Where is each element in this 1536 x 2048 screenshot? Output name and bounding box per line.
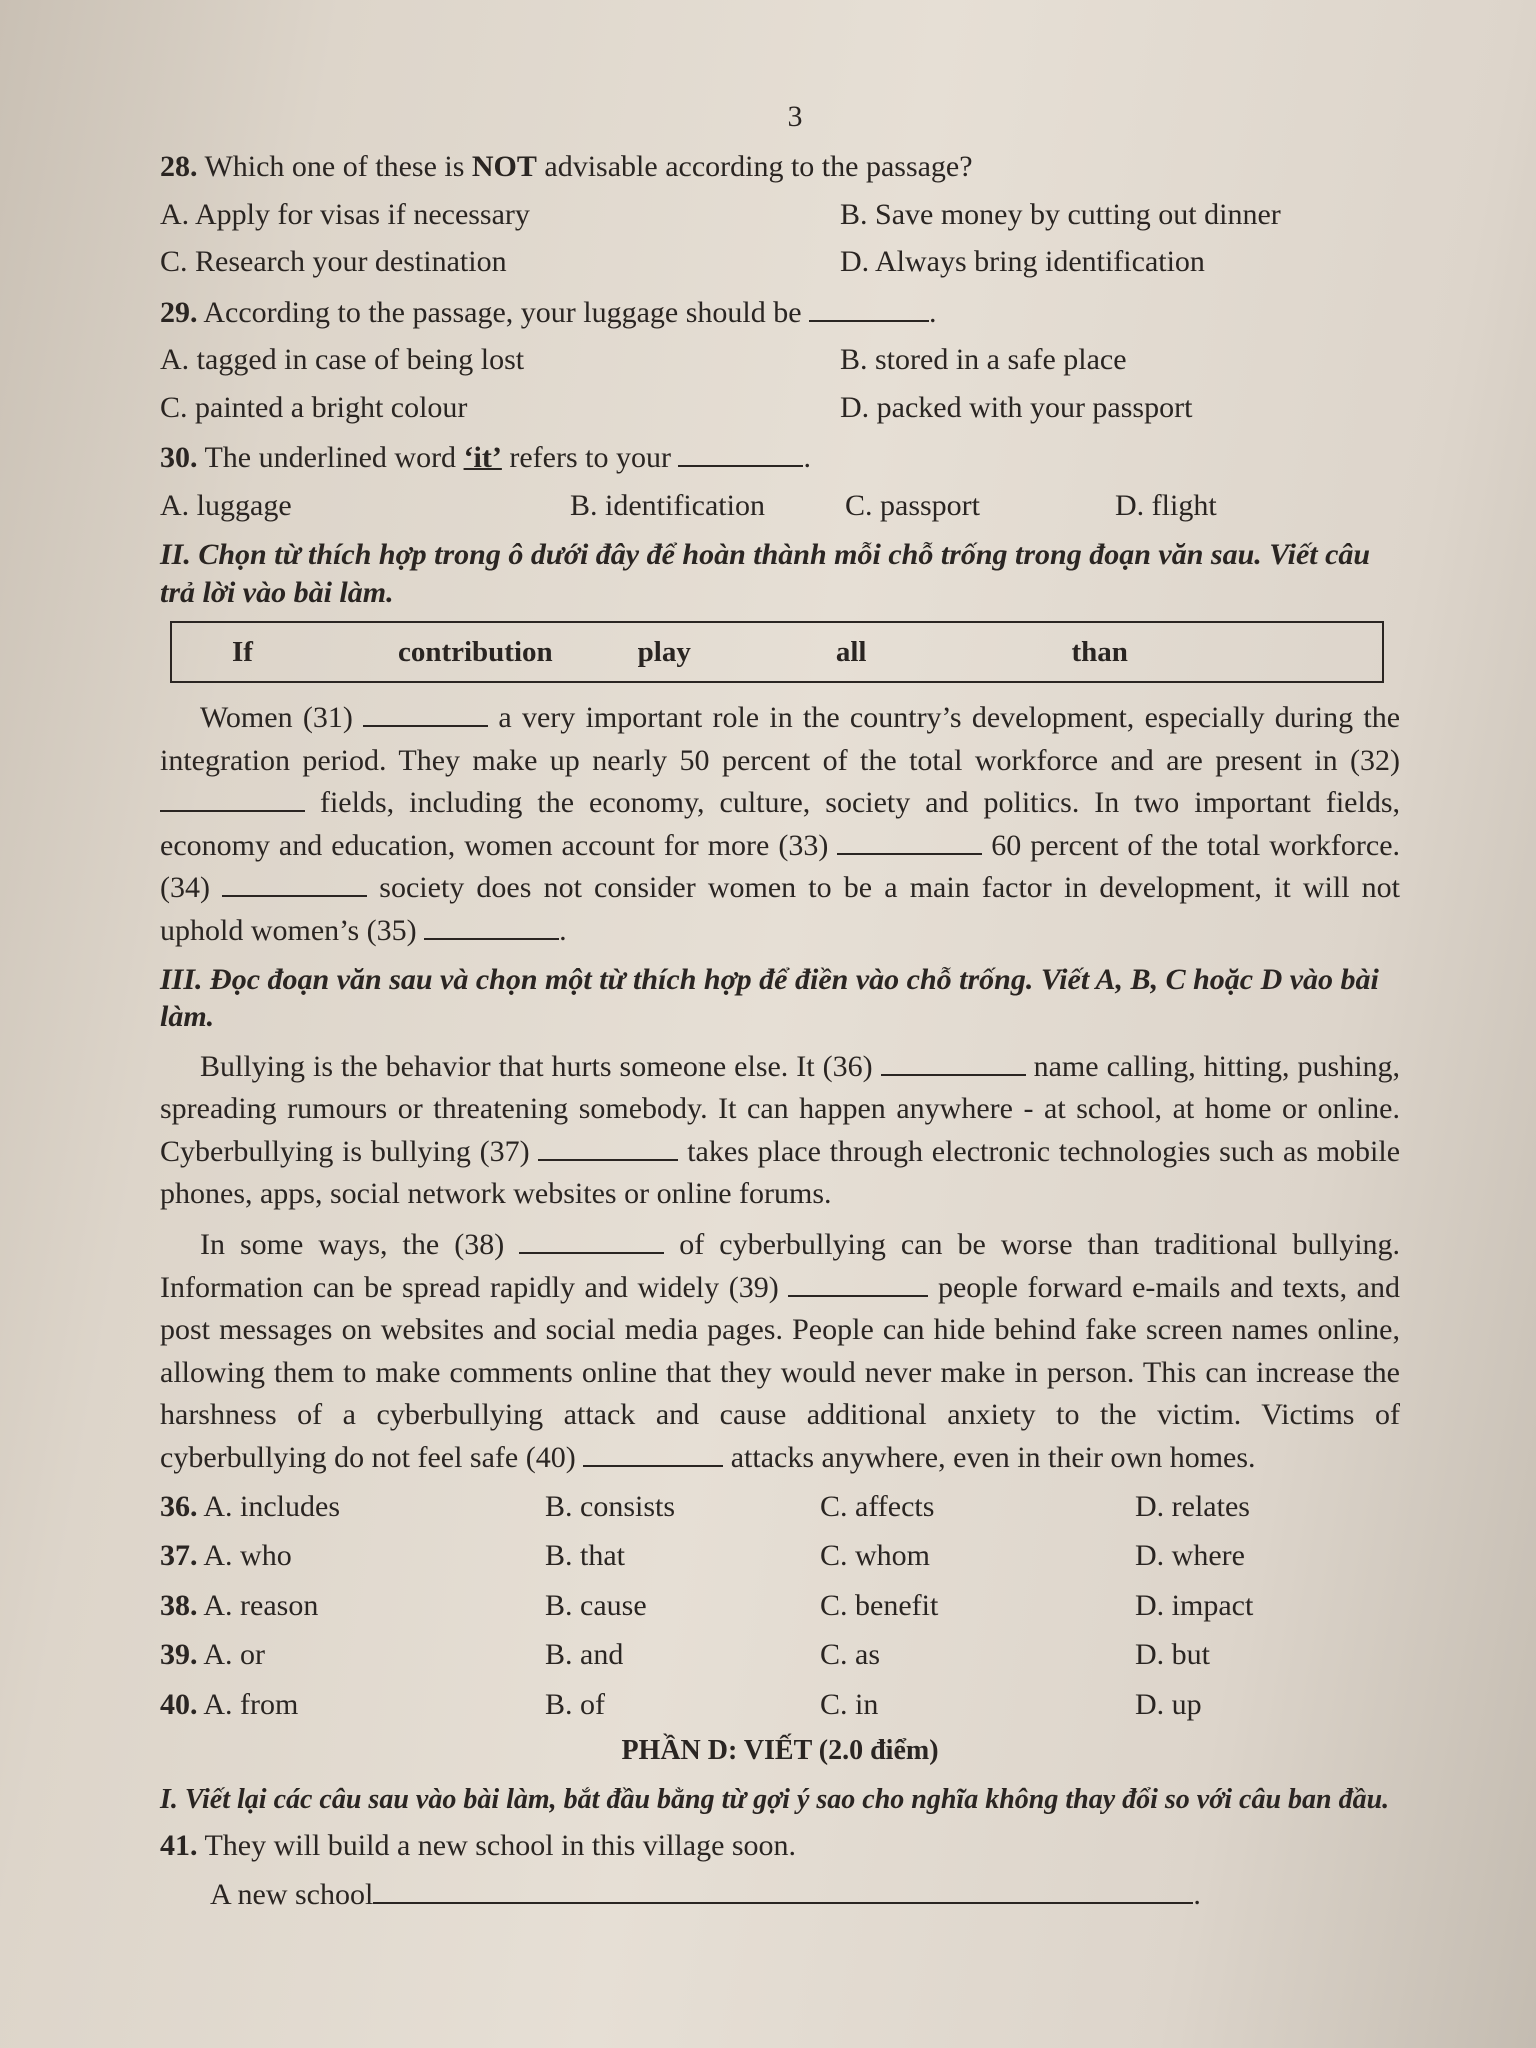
passage-bullying-1: Bullying is the behavior that hurts someone else. It (36) name calling, hitting, pushing, spreading rumours or threatening somebody. It can happen anywhere - at school, at home or online. Cyberbullying is bullying (37) takes place through electronic technologies such as mobile phones, apps, social network websites or online forums. [160, 1046, 1400, 1216]
choice-39-d: D. but [1135, 1638, 1210, 1671]
passage-women: Women (31) a very important role in the country’s development, especially during the integration period. They make up nearly 50 percent of the total workforce and are present in (32) fields, including the economy, culture, society and politics. In two important fields, economy and education, women account for more (33) 60 percent of the total workforce. (34) society does not consider women to be a main factor in development, it will not uphold women’s (35) . [160, 697, 1400, 953]
option-b: B. Save money by cutting out dinner [840, 197, 1281, 231]
blank-36 [881, 1047, 1026, 1076]
question-30-options [160, 487, 1400, 525]
section-3-title: III. Đọc đoạn văn sau và chọn một từ thích hợp để điền vào chỗ trống. Viết A, B, C hoặc D vào bài làm. [160, 962, 1379, 1034]
question-28: 28. Which one of these is NOT advisable according to the passage? [160, 150, 973, 183]
choice-38-b: B. cause [545, 1588, 647, 1622]
option-a: A. Apply for visas if necessary [160, 197, 530, 231]
blank-40 [583, 1438, 723, 1467]
question-28-options [160, 196, 1400, 281]
word-box-item: than [1071, 635, 1128, 668]
blank-35 [424, 911, 559, 940]
blank-33 [837, 826, 982, 855]
word-box-item: contribution [397, 635, 553, 668]
option-c: C. Research your destination [160, 245, 507, 278]
choice-36-a: 36. A. includes [160, 1489, 340, 1523]
blank-32 [160, 783, 305, 812]
option-d: D. packed with your passport [840, 390, 1193, 424]
choice-37-c: C. whom [820, 1539, 931, 1572]
passage-bullying-2: In some ways, the (38) of cyberbullying can be worse than traditional bullying. Information can be spread rapidly and widely (39) people forward e-mails and texts, and post messages on websites and social media pages. People can hide behind fake screen names online, allowing them to make comments online that they would never make in person. This can increase the harshness of a cyberbullying attack and cause additional anxiety to the victim. Victims of cyberbullying do not feel safe (40) attacks anywhere, even in their own homes. [160, 1224, 1400, 1480]
choice-36-b: B. consists [545, 1489, 676, 1523]
question-number: 29. [160, 295, 198, 329]
exam-content [160, 148, 1400, 1923]
blank-39 [788, 1268, 928, 1297]
choice-39-a: 39. A. or [160, 1638, 266, 1671]
question-41: 41. They will build a new school in this village soon. [160, 1829, 797, 1862]
section-2-title: II. Chọn từ thích hợp trong ô dưới đây để hoàn thành mỗi chỗ trống trong đoạn văn sau. Viết câu trả lời vào bài làm. [160, 538, 1371, 609]
choice-37-d: D. where [1135, 1539, 1245, 1572]
choice-40-b: B. of [545, 1687, 605, 1721]
choice-37-a: 37. A. who [160, 1539, 292, 1572]
choice-38-d: D. impact [1135, 1588, 1254, 1622]
question-number: 30. [160, 441, 198, 474]
underlined-word: ‘it’ [463, 441, 502, 474]
word-box-item: If [232, 635, 253, 668]
part-d-instruction: I. Viết lại các câu sau vào bài làm, bắt đầu bằng từ gợi ý sao cho nghĩa không thay đổi so với câu ban đầu. [160, 1784, 1390, 1815]
question-number: 28. [160, 150, 198, 183]
choice-40-c: C. in [820, 1687, 879, 1721]
question-29-options [160, 341, 1400, 426]
page-number: 3 [787, 100, 803, 133]
part-d-heading: PHẦN D: VIẾT (2.0 điểm) [621, 1735, 939, 1766]
answer-blank [678, 438, 803, 467]
option-c: C. painted a bright colour [160, 390, 468, 424]
answer-choices [160, 1488, 1400, 1724]
option-d: D. Always bring identification [840, 245, 1205, 278]
choice-38-a: 38. A. reason [160, 1588, 319, 1622]
choice-39-b: B. and [545, 1638, 624, 1671]
answer-line [373, 1875, 1193, 1904]
blank-31 [363, 698, 488, 727]
blank-34 [222, 868, 367, 897]
option-b: B. stored in a safe place [840, 343, 1127, 376]
choice-39-c: C. as [820, 1638, 880, 1671]
choice-37-b: B. that [545, 1539, 625, 1572]
option-c: C. passport [845, 488, 980, 522]
choice-40-a: 40. A. from [160, 1687, 299, 1721]
choice-40-d: D. up [1135, 1687, 1202, 1721]
option-a: A. tagged in case of being lost [160, 343, 525, 376]
question-29: 29. According to the passage, your luggage should be . [160, 293, 1400, 332]
choice-36-c: C. affects [820, 1489, 935, 1523]
blank-38 [519, 1225, 664, 1254]
choice-38-c: C. benefit [820, 1588, 939, 1622]
question-30: 30. The underlined word ‘it’ refers to your . [160, 438, 1400, 477]
blank-37 [538, 1132, 678, 1161]
word-box-item: play [637, 635, 691, 668]
choice-36-d: D. relates [1135, 1489, 1250, 1523]
answer-blank [809, 293, 929, 322]
question-41-answer: A new school . [210, 1875, 1400, 1914]
option-a: A. luggage [160, 488, 292, 522]
word-box-item: all [835, 635, 867, 668]
word-box [170, 621, 1384, 683]
option-d: D. flight [1115, 488, 1217, 522]
option-b: B. identification [570, 488, 765, 522]
